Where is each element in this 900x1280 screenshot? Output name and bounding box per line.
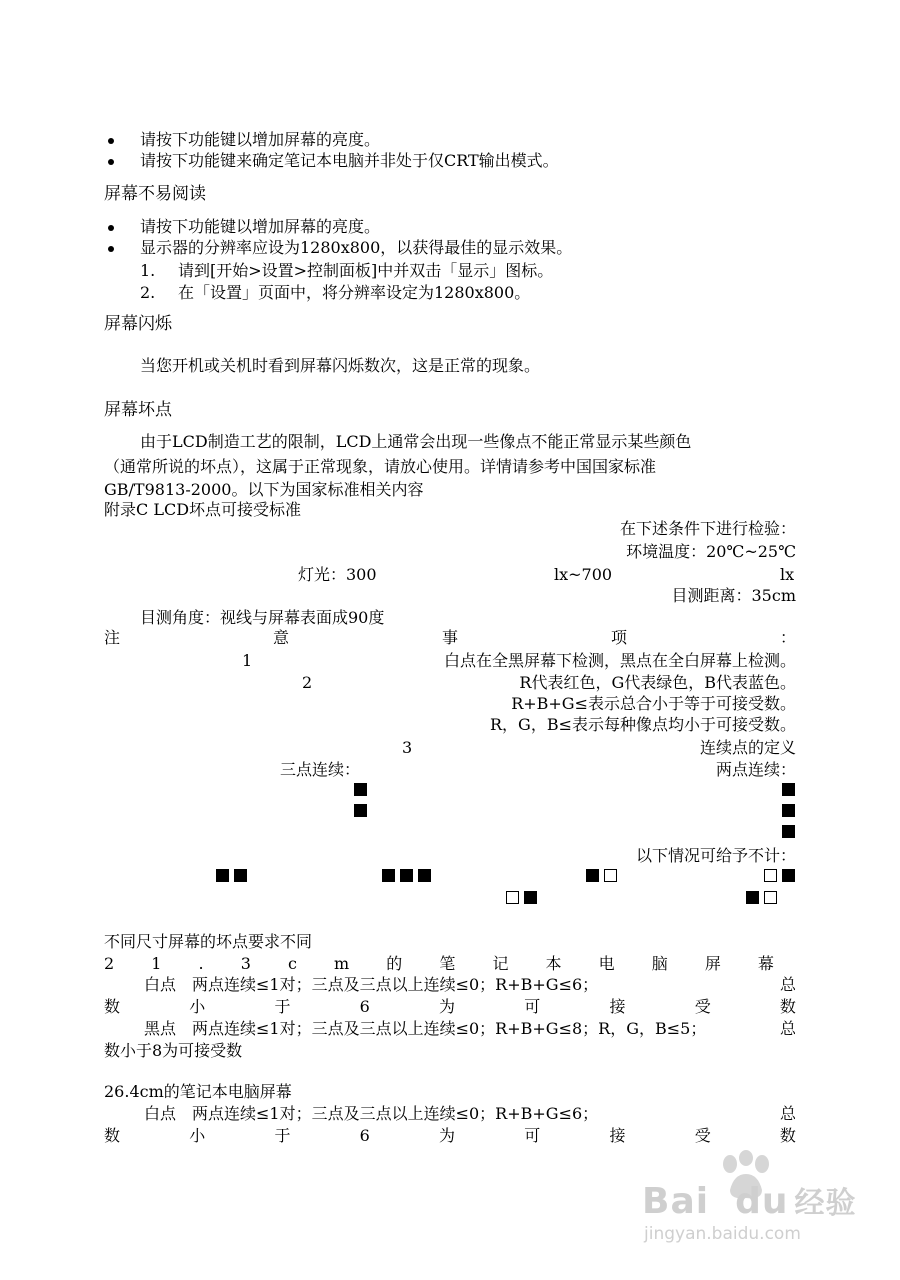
cont-char: 受 [694, 1126, 711, 1145]
cont-char: 于 [274, 1126, 291, 1145]
cont-char: 为 [439, 997, 456, 1016]
bullet-dot [108, 246, 114, 252]
bullet-text: 请按下功能键来确定笔记本电脑并非处于仅CRT输出模式。 [140, 151, 559, 170]
title-char: 记 [492, 954, 509, 973]
black-pixel [782, 804, 795, 817]
cont-char: 数 [104, 1126, 121, 1145]
bullet-text: 请按下功能键以增加屏幕的亮度。 [140, 217, 381, 236]
notes-heading [104, 628, 796, 648]
black-pixel [234, 869, 247, 882]
black-pixel [746, 891, 759, 904]
bullet-text: 显示器的分辨率应设为1280x800，以获得最佳的显示效果。 [140, 238, 573, 257]
cont-char: 为 [439, 1126, 456, 1145]
step-text: 在「设置」页面中，将分辨率设定为1280x800。 [178, 283, 531, 302]
section-heading: 不同尺寸屏幕的坏点要求不同 [104, 932, 313, 951]
angle: 目测角度：视线与屏幕表面成90度 [140, 608, 385, 627]
paragraph-line: 由于LCD制造工艺的限制，LCD上通常会出现一些像点不能正常显示某些颜色 [140, 432, 692, 451]
white-dot-rule: 白点 两点连续≤1对；三点及三点以上连续≤0；R+B+G≤6； [144, 975, 599, 994]
black-pixel [782, 869, 795, 882]
two-points-label: 两点连续： [715, 760, 796, 779]
distance: 目测距离：35cm [671, 586, 796, 605]
step-text: 请到[开始>设置>控制面板]中并双击「显示」图标。 [178, 261, 554, 280]
appendix-title: 附录C LCD坏点可接受标准 [104, 500, 302, 519]
bullet-dot [108, 159, 114, 165]
step-number: 2. [140, 283, 156, 302]
cont-char: 可 [524, 1126, 541, 1145]
size-b-title: 26.4cm的笔记本电脑屏幕 [104, 1082, 292, 1101]
note-text: R代表红色，G代表绿色，B代表蓝色。 [519, 673, 796, 692]
cont-char: 数 [779, 1126, 796, 1145]
baidu-logo [642, 1178, 856, 1222]
section-heading: 屏幕坏点 [104, 400, 172, 420]
white-pixel [506, 891, 519, 904]
title-char: 本 [545, 954, 562, 973]
bullet-text: 请按下功能键以增加屏幕的亮度。 [140, 130, 381, 149]
black-pixel [400, 869, 413, 882]
title-char: 屏 [704, 954, 721, 973]
bullet-dot [108, 225, 114, 231]
cont-char: 小 [189, 1126, 206, 1145]
conditions-intro: 在下述条件下进行检验： [619, 519, 796, 538]
note-text: R，G，B≤表示每种像点均小于可接受数。 [490, 715, 796, 734]
baidu-jingyan-watermark [640, 1150, 860, 1250]
title-char: c [287, 954, 297, 973]
black-pixel [586, 869, 599, 882]
title-char: 2 [104, 954, 115, 973]
black-dot-rule: 黑点 两点连续≤1对；三点及三点以上连续≤0；R+B+G≤8；R，G，B≤5； [144, 1019, 707, 1038]
white-dot-rule-end: 总 [779, 975, 796, 994]
cont-char: 小 [189, 997, 206, 1016]
white-pixel [604, 869, 617, 882]
black-pixel [418, 869, 431, 882]
paragraph-line: GB/T9813-2000。以下为国家标准相关内容 [104, 480, 424, 499]
cont-char: 接 [609, 1126, 626, 1145]
white-dot-rule-cont [104, 997, 796, 1017]
three-points-label: 三点连续： [280, 760, 361, 779]
paragraph-line: （通常所说的坏点），这属于正常现象，请放心使用。详情请参考中国国家标准 [104, 457, 657, 476]
light-unit: lx [780, 565, 795, 584]
note-char: 项 [610, 628, 627, 647]
note-number: 3 [402, 738, 413, 757]
white-dot-rule-cont [104, 1126, 796, 1146]
title-char: 3 [240, 954, 251, 973]
title-char: 1 [151, 954, 162, 973]
light-range: lx~700 [554, 565, 613, 584]
title-char: 笔 [439, 954, 456, 973]
white-pixel [764, 869, 777, 882]
cont-char: 可 [524, 997, 541, 1016]
light-label: 灯光：300 [298, 565, 377, 584]
watermark-url: jingyan.baidu.com [644, 1224, 801, 1244]
logo-text-jingyan: 经验 [794, 1186, 857, 1221]
black-pixel [782, 825, 795, 838]
black-pixel [382, 869, 395, 882]
cont-char: 于 [274, 997, 291, 1016]
title-char: . [198, 954, 204, 973]
logo-text-du: du [735, 1181, 789, 1222]
title-char: m [334, 954, 350, 973]
cont-char: 接 [609, 997, 626, 1016]
note-char: 意 [272, 628, 289, 647]
title-char: 脑 [651, 954, 668, 973]
title-char: 幕 [757, 954, 774, 973]
black-pixel [354, 804, 367, 817]
temperature: 环境温度：20℃~25℃ [626, 542, 796, 561]
step-number: 1. [140, 261, 156, 280]
black-dot-rule-cont: 数小于8为可接受数 [104, 1041, 243, 1060]
note-number: 1 [242, 651, 253, 670]
title-char: 电 [598, 954, 615, 973]
logo-text-bai: Bai [642, 1181, 710, 1222]
note-text: 白点在全黑屏幕下检测，黑点在全白屏幕上检测。 [443, 651, 796, 670]
note-char: 注 [104, 628, 121, 647]
black-pixel [216, 869, 229, 882]
note-number: 2 [302, 673, 313, 692]
black-pixel [354, 783, 367, 796]
size-a-title [104, 954, 774, 974]
black-pixel [782, 783, 795, 796]
black-pixel [524, 891, 537, 904]
cont-char: 受 [694, 997, 711, 1016]
white-pixel [764, 891, 777, 904]
body-text: 当您开机或关机时看到屏幕闪烁数次，这是正常的现象。 [140, 356, 541, 375]
cont-char: 数 [104, 997, 121, 1016]
note-char: 事 [441, 628, 458, 647]
white-dot-rule: 白点 两点连续≤1对；三点及三点以上连续≤0；R+B+G≤6； [144, 1104, 599, 1123]
white-dot-rule-end: 总 [779, 1104, 796, 1123]
title-char: 的 [386, 954, 403, 973]
ignore-label: 以下情况可给予不计： [635, 846, 796, 865]
note-char: ： [779, 628, 796, 647]
cont-char: 6 [359, 997, 370, 1016]
section-heading: 屏幕不易阅读 [104, 184, 206, 204]
cont-char: 6 [359, 1126, 370, 1145]
section-heading: 屏幕闪烁 [104, 314, 172, 334]
black-dot-rule-end: 总 [779, 1019, 796, 1038]
cont-char: 数 [779, 997, 796, 1016]
note-text: 连续点的定义 [699, 738, 796, 757]
bullet-dot [108, 138, 114, 144]
note-text: R+B+G≤表示总合小于等于可接受数。 [511, 694, 796, 713]
